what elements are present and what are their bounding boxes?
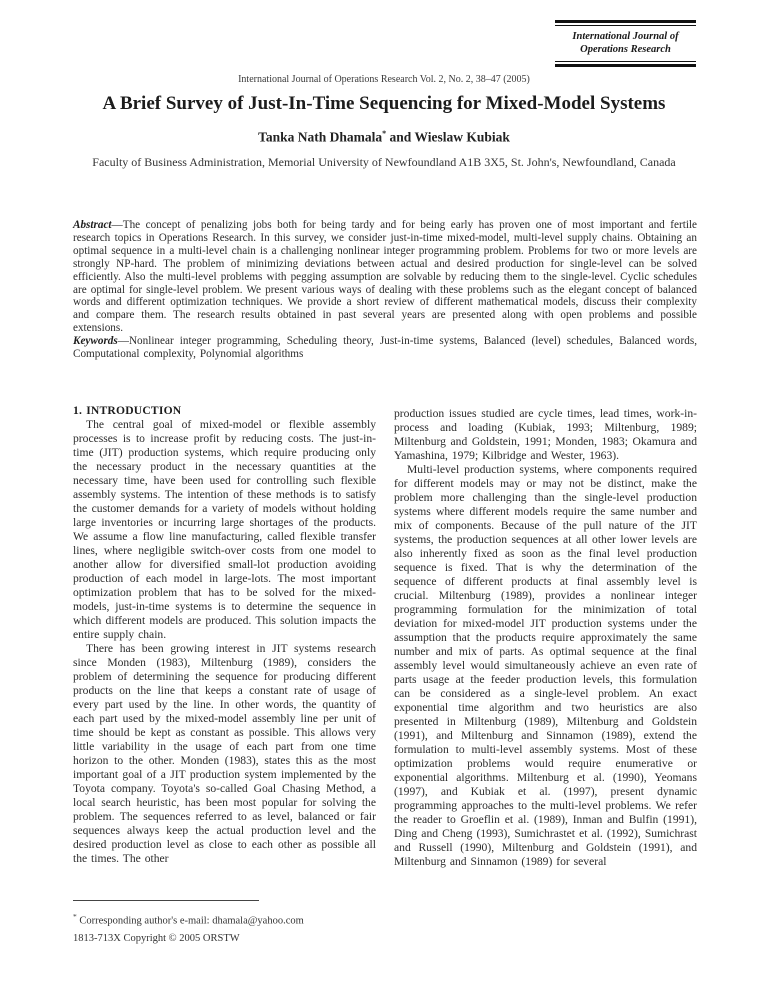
footnote-copyright-line: 1813-713X Copyright © 2005 ORSTW	[73, 933, 240, 944]
intro-paragraph-3: Multi-level production systems, where components required for different models may or may not be distinct, make the problem more challenging than the single-level production systems where different models require the same number and mix of components. Because of the pull nature of the JIT systems, the production sequences at all other lower levels are also inherently fixed as soon as the final level production sequence is fixed. That is why the determination of the sequence of different products at final assembly level is crucial. Miltenburg (1989), provides a nonlinear integer programming formulation for the minimization of total deviation for mixed-model JIT production systems under the assumption that the products require approximately the same number and mix of parts. As optimal sequence at the final assembly level would simultaneously achieve an even rate of parts usage at the feeder production levels, this formulation can be considered as a single-level problem. An exact exponential time algorithm and two heuristics are also presented in Miltenburg (1989), Miltenburg and Goldstein (1991), and Miltenburg and Sinnamon (1989), extend the formulation to multi-level assembly systems. Most of these optimization problems would require enumerative or exponential algorithms. Miltenburg et al. (1990), Yeomans (1997), and Kubiak et al. (1997), present dynamic programming approaches to the multi-level problems. We refer the reader to Groeflin et al. (1989), Inman and Bulfin (1991), Ding and Cheng (1993), Sumichrastet et al. (1992), Sumichrast and Russell (1990), Miltenburg and Goldstein (1991), and Miltenburg and Sinnamon (1989) for several	[394, 463, 697, 868]
author-affiliation: Faculty of Business Administration, Memorial University of Newfoundland A1B 3X5, St. John's, Newfoundland, Canada	[92, 155, 676, 169]
authors-line	[0, 129, 768, 146]
keywords-paragraph	[73, 335, 697, 361]
logo-bottom-rule	[555, 61, 696, 67]
corresponding-author-marker: *	[382, 129, 387, 138]
journal-logo-line2: Operations Research	[580, 44, 671, 55]
author-name-secondary: and Wieslaw Kubiak	[386, 129, 510, 145]
footnote-block	[73, 900, 383, 948]
right-column	[394, 404, 697, 869]
keywords-text: —Nonlinear integer programming, Scheduling theory, Just-in-time systems, Balanced (level) schedules, Balanced words, Computational complexity, Polynomial algorithms	[73, 335, 697, 361]
abstract-text: —The concept of penalizing jobs both for being tardy and for being early has proven one of most important and fertile research topics in Operations Research. In this survey, we consider just-in-time mixed-model, multi-level supply chains. Obtaining an optimal sequence in a multi-level chain is a challenging nonlinear integer programming problem. Problems for two or more levels are strongly NP-hard. The problem of minimizing deviations between actual and desired production for single-level can be solved efficiently. Also the multi-level problems with pegging assumption are solvable by reducing them to the single-level. Cyclic schedules are optimal for single-level problem. We present various ways of dealing with these problems such as the elegant concept of balanced words and different optimization techniques. We provide a short review of different mathematical models, discuss their complexity and compare them. The research results obtained in past several years are presented along with open problems and possible extensions.	[73, 219, 697, 335]
section-heading-introduction: 1. INTRODUCTION	[73, 404, 182, 417]
journal-citation-line: International Journal of Operations Research Vol. 2, No. 2, 38–47 (2005)	[238, 74, 530, 85]
author-name-primary: Tanka Nath Dhamala	[258, 129, 383, 145]
footnote-email-text: Corresponding author's e-mail: dhamala@yahoo.com	[76, 915, 304, 927]
journal-logo	[555, 20, 696, 67]
two-column-body	[73, 404, 697, 869]
journal-logo-line1: International Journal of	[572, 31, 679, 42]
keywords-label: Keywords	[73, 335, 118, 348]
intro-paragraph-1: The central goal of mixed-model or flexible assembly processes is to increase profit by reducing costs. The just-in-time (JIT) production systems, which require producing only the necessary product in the necessary quantities at the necessary time, have been used for controlling such flexible assembly systems. The intention of these methods is to satisfy the customer demands for a variety of models without holding large inventories or incurring large shortages of the products. We assume a flow line manufacturing, called flexible transfer lines, where negligible switch-over costs from one model to another allow for diversified small-lot production avoiding production of each model in large-lots. The most important optimization problem that has to be solved for the mixed-models, just-in-time systems is to determine the sequence in which different models are produced. This solution impacts the entire supply chain.	[73, 418, 376, 641]
abstract-block	[73, 219, 697, 361]
left-column	[73, 404, 376, 869]
footnote-divider	[73, 900, 259, 901]
footnote-email-line	[73, 908, 383, 930]
abstract-paragraph	[73, 219, 697, 335]
abstract-label: Abstract	[73, 219, 112, 231]
intro-paragraph-2-continuation: production issues studied are cycle times, lead times, work-in-process and loading (Kubiak, 1993; Miltenburg, 1989; Miltenburg and Goldstein, 1991; Monden, 1983; Okamura and Yamashina, 1979; Kilbridge and Wester, 1963).	[394, 407, 697, 462]
intro-paragraph-2: There has been growing interest in JIT systems research since Monden (1983), Miltenburg (1989), considers the problem of determining the sequence for producing different products on the line that keeps a constant rate of usage of every part used by the line. In other words, the quantity of each part used by the mixed-model assembly line per unit of time should be kept as constant as possible. This allows very little variability in the usage of each part from one time horizon to the other. Monden (1983), states this as the most important goal of a JIT production system implemented by the Toyota company. Toyota's so-called Goal Chasing Method, a local search heuristic, has been most popular for solving the problem. The sequences referred to as level, balanced or fair sequences always keep the actual production level and the desired production level as close to each other as possible all the times. The other	[73, 642, 376, 865]
journal-logo-text	[555, 26, 696, 61]
footnote-marker: *	[73, 912, 77, 921]
paper-title: A Brief Survey of Just-In-Time Sequencing for Mixed-Model Systems	[102, 93, 666, 114]
